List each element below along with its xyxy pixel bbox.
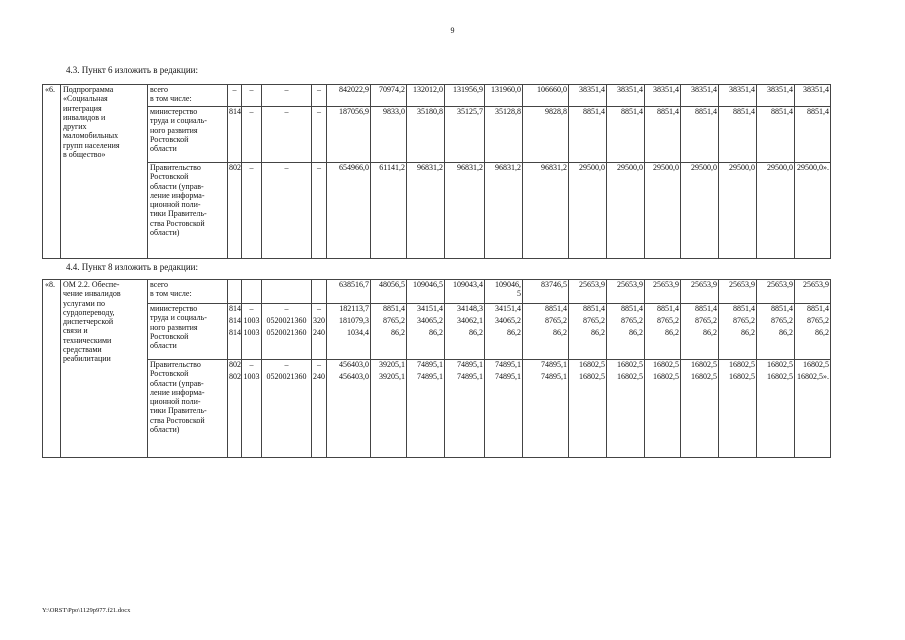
rz-pr-code-line: 1003 xyxy=(243,372,260,381)
value-cell-line: 74895,1 xyxy=(495,360,521,369)
value-cell-line: 74895,1 xyxy=(457,372,483,381)
vr-code-line: – xyxy=(317,360,321,369)
value-cell-line: 74895,1 xyxy=(417,372,443,381)
vr-code: – xyxy=(312,85,327,107)
rz-pr-code xyxy=(242,360,262,458)
value-cell-line: 8851,4 xyxy=(583,304,605,313)
value-cell-line: 8765,2 xyxy=(657,316,679,325)
vr-code-line: 240 xyxy=(313,328,325,337)
value-cell: 38351,4 xyxy=(569,85,607,107)
value-cell-line: 8765,2 xyxy=(383,316,405,325)
value-cell: 35128,8 xyxy=(485,107,523,163)
value-cell xyxy=(327,304,371,360)
value-cell-line: 34062,1 xyxy=(457,316,483,325)
value-cell-line: 86,2 xyxy=(553,328,567,337)
value-cell: 29500,0 xyxy=(719,163,757,259)
value-cell xyxy=(645,360,681,458)
value-cell-line: 16802,5 xyxy=(729,360,755,369)
value-cell-line: 86,2 xyxy=(591,328,605,337)
table-measure-8 xyxy=(42,279,867,458)
value-cell xyxy=(327,360,371,458)
row-number: «6. xyxy=(43,85,61,259)
value-cell: 8851,4 xyxy=(569,107,607,163)
table-row xyxy=(43,85,867,107)
value-cell xyxy=(681,304,719,360)
value-cell: 132012,0 xyxy=(407,85,445,107)
value-cell: 109043,4 xyxy=(445,280,485,304)
value-cell-line: 16802,5 xyxy=(617,372,643,381)
value-cell: 29500,0». xyxy=(795,163,831,259)
value-cell xyxy=(681,360,719,458)
value-cell-line: 16802,5 xyxy=(691,360,717,369)
value-cell: 8851,4 xyxy=(645,107,681,163)
value-cell: 96831,2 xyxy=(445,163,485,259)
csr-code: – xyxy=(262,163,312,259)
value-cell-line: 1034,4 xyxy=(347,328,369,337)
value-cell-line: 34065,2 xyxy=(417,316,443,325)
value-cell: 29500,0 xyxy=(569,163,607,259)
value-cell-line: 8765,2 xyxy=(583,316,605,325)
value-cell: 35125,7 xyxy=(445,107,485,163)
value-cell xyxy=(569,360,607,458)
vr-code xyxy=(312,360,327,458)
value-cell: 9828,8 xyxy=(523,107,569,163)
value-cell: 187056,9 xyxy=(327,107,371,163)
value-cell-line: 16802,5 xyxy=(579,360,605,369)
value-cell-line: 16802,5 xyxy=(767,372,793,381)
value-cell: 131960,0 xyxy=(485,85,523,107)
value-cell: 8851,4 xyxy=(795,107,831,163)
value-cell: 9833,0 xyxy=(371,107,407,163)
value-cell: 96831,2 xyxy=(523,163,569,259)
value-cell-line: 8851,4 xyxy=(771,304,793,313)
value-cell-line: 16802,5 xyxy=(767,360,793,369)
grbs-code xyxy=(228,304,242,360)
vr-code: – xyxy=(312,107,327,163)
value-cell-line: 86,2 xyxy=(469,328,483,337)
value-cell-line: 8765,2 xyxy=(621,316,643,325)
csr-code-line: – xyxy=(284,304,289,313)
value-cell-line: 8765,2 xyxy=(695,316,717,325)
value-cell: 131956,9 xyxy=(445,85,485,107)
value-cell-line: 8851,4 xyxy=(657,304,679,313)
vr-code-line: – xyxy=(317,304,321,313)
value-cell: 8851,4 xyxy=(719,107,757,163)
measure-name: ОМ 2.2. Обеспе- чение инвалидов услугами по сурдопереводу, диспетчерской связи и техническими средствами реабилитации xyxy=(61,280,148,458)
value-cell: 61141,2 xyxy=(371,163,407,259)
table-row xyxy=(43,280,867,304)
value-cell-line: 86,2 xyxy=(815,328,829,337)
page-number: 9 xyxy=(450,26,455,35)
value-cell-line: 34065,2 xyxy=(495,316,521,325)
value-cell-line: 34151,4 xyxy=(495,304,521,313)
value-cell: 83746,5 xyxy=(523,280,569,304)
value-cell: 29500,0 xyxy=(757,163,795,259)
value-cell xyxy=(719,360,757,458)
value-cell-line: 181079,3 xyxy=(339,316,369,325)
csr-code: – xyxy=(262,107,312,163)
value-cell-line: 74895,1 xyxy=(541,360,567,369)
value-cell-line: 16802,5 xyxy=(803,360,829,369)
section-heading-4-4: 4.4. Пункт 8 изложить в редакции: xyxy=(66,262,198,272)
value-cell: 29500,0 xyxy=(607,163,645,259)
value-cell-line: 16802,5 xyxy=(653,372,679,381)
value-cell xyxy=(445,360,485,458)
rz-pr-code: – xyxy=(242,107,262,163)
value-cell-line: 86,2 xyxy=(779,328,793,337)
value-cell xyxy=(371,304,407,360)
value-cell: 25653,9 xyxy=(569,280,607,304)
value-cell: 106660,0 xyxy=(523,85,569,107)
value-cell: 96831,2 xyxy=(407,163,445,259)
value-cell xyxy=(523,304,569,360)
value-cell-line: 8851,4 xyxy=(383,304,405,313)
value-cell: 638516,7 xyxy=(327,280,371,304)
value-cell: 109046, 5 xyxy=(485,280,523,304)
table-row xyxy=(43,163,867,259)
value-cell-line: 16802,5 xyxy=(729,372,755,381)
executor-label: министерство труда и социаль- ного развития Ростовской области xyxy=(148,107,228,163)
value-cell: 25653,9 xyxy=(795,280,831,304)
value-cell-line: 86,2 xyxy=(741,328,755,337)
vr-code-line: 320 xyxy=(313,316,325,325)
value-cell-line: 16802,5». xyxy=(797,372,829,381)
value-cell-line: 86,2 xyxy=(507,328,521,337)
value-cell: 8851,4 xyxy=(607,107,645,163)
value-cell: 109046,5 xyxy=(407,280,445,304)
executor-label: министерство труда и социаль- ного развития Ростовской области xyxy=(148,304,228,360)
value-cell: 25653,9 xyxy=(719,280,757,304)
value-cell: 96831,2 xyxy=(485,163,523,259)
value-cell xyxy=(607,304,645,360)
rz-pr-code: – xyxy=(242,163,262,259)
file-path-footer: Y:\ORST\Ppo\1129p977.f21.docx xyxy=(42,607,131,614)
csr-code-line: 0520021360 xyxy=(266,372,307,381)
rz-pr-code-line: 1003 xyxy=(243,328,260,337)
value-cell: 8851,4 xyxy=(681,107,719,163)
value-cell-line: 8765,2 xyxy=(771,316,793,325)
rz-pr-code-line: 1003 xyxy=(243,316,260,325)
value-cell xyxy=(485,304,523,360)
rz-pr-code: – xyxy=(242,85,262,107)
table-subprogram-6 xyxy=(42,84,867,259)
value-cell-line: 34151,4 xyxy=(417,304,443,313)
rz-pr-code xyxy=(242,304,262,360)
table-row xyxy=(43,360,867,458)
value-cell-line: 8765,2 xyxy=(733,316,755,325)
value-cell: 25653,9 xyxy=(757,280,795,304)
value-cell xyxy=(719,304,757,360)
value-cell: 70974,2 xyxy=(371,85,407,107)
value-cell xyxy=(485,360,523,458)
value-cell-line: 8765,2 xyxy=(545,316,567,325)
grbs-code-line: 814 xyxy=(229,316,241,325)
value-cell-line: 8851,4 xyxy=(545,304,567,313)
csr-code-line: 0520021360 xyxy=(266,316,307,325)
value-cell xyxy=(523,360,569,458)
value-cell xyxy=(371,360,407,458)
executor-label: Правительство Ростовской области (управ- ление информа- ционной поли- тики Правитель- ства Ростовской области) xyxy=(148,360,228,458)
table-row xyxy=(43,107,867,163)
value-cell-line: 8851,4 xyxy=(807,304,829,313)
table-row xyxy=(43,304,867,360)
csr-code-line: – xyxy=(284,360,289,369)
grbs-code-line: 802 xyxy=(229,360,241,369)
rz-code xyxy=(242,280,262,304)
vr-code-line: 240 xyxy=(313,372,325,381)
value-cell-line: 8851,4 xyxy=(621,304,643,313)
value-cell xyxy=(757,360,795,458)
rz-pr-code-line: – xyxy=(249,304,254,313)
program-name: Подпрограмма «Социальная интеграция инвалидов и других маломобильных групп населения в общество» xyxy=(61,85,148,259)
csr-code xyxy=(262,304,312,360)
value-cell: 8851,4 xyxy=(757,107,795,163)
value-cell xyxy=(445,304,485,360)
value-cell: 38351,4 xyxy=(757,85,795,107)
grbs-code: – xyxy=(228,85,242,107)
value-cell-line: 39205,1 xyxy=(379,360,405,369)
value-cell-line: 456403,0 xyxy=(339,372,369,381)
value-cell: 38351,4 xyxy=(681,85,719,107)
value-cell xyxy=(569,304,607,360)
rz-pr-code-line: – xyxy=(249,360,254,369)
value-cell: 25653,9 xyxy=(681,280,719,304)
value-cell-line: 456403,0 xyxy=(339,360,369,369)
value-cell-line: 74895,1 xyxy=(495,372,521,381)
value-cell-line: 8851,4 xyxy=(733,304,755,313)
executor-label: всего в том числе: xyxy=(148,280,228,304)
value-cell: 48056,5 xyxy=(371,280,407,304)
value-cell: 25653,9 xyxy=(607,280,645,304)
value-cell: 25653,9 xyxy=(645,280,681,304)
value-cell xyxy=(757,304,795,360)
value-cell-line: 86,2 xyxy=(703,328,717,337)
grbs-code-line: 814 xyxy=(229,304,241,313)
vr-code: – xyxy=(312,163,327,259)
value-cell-line: 86,2 xyxy=(391,328,405,337)
value-cell: 38351,4 xyxy=(795,85,831,107)
value-cell-line: 8765,2 xyxy=(807,316,829,325)
grbs-code-line: 802 xyxy=(229,372,241,381)
value-cell-line: 8851,4 xyxy=(695,304,717,313)
value-cell-line: 16802,5 xyxy=(617,360,643,369)
value-cell-line: 16802,5 xyxy=(691,372,717,381)
value-cell-line: 86,2 xyxy=(665,328,679,337)
csr-code-line: 0520021360 xyxy=(266,328,307,337)
value-cell xyxy=(407,360,445,458)
vr-code xyxy=(312,280,327,304)
value-cell: 38351,4 xyxy=(719,85,757,107)
value-cell-line: 16802,5 xyxy=(579,372,605,381)
value-cell-line: 16802,5 xyxy=(653,360,679,369)
section-heading-4-3: 4.3. Пункт 6 изложить в редакции: xyxy=(66,65,198,75)
value-cell-line: 74895,1 xyxy=(417,360,443,369)
value-cell xyxy=(795,304,831,360)
value-cell: 38351,4 xyxy=(607,85,645,107)
executor-label: Правительство Ростовской области (управ- ление информа- ционной поли- тики Правитель- ства Ростовской области) xyxy=(148,163,228,259)
value-cell-line: 86,2 xyxy=(629,328,643,337)
executor-label: всего в том числе: xyxy=(148,85,228,107)
value-cell-line: 34148,3 xyxy=(457,304,483,313)
grbs-code: 814 xyxy=(228,107,242,163)
value-cell xyxy=(795,360,831,458)
value-cell-line: 39205,1 xyxy=(379,372,405,381)
grbs-code xyxy=(228,280,242,304)
value-cell xyxy=(407,304,445,360)
value-cell-line: 74895,1 xyxy=(457,360,483,369)
value-cell-line: 74895,1 xyxy=(541,372,567,381)
row-number: «8. xyxy=(43,280,61,458)
grbs-code xyxy=(228,360,242,458)
value-cell: 842022,9 xyxy=(327,85,371,107)
vr-code xyxy=(312,304,327,360)
csr-code: – xyxy=(262,85,312,107)
csr-code xyxy=(262,360,312,458)
value-cell: 29500,0 xyxy=(645,163,681,259)
value-cell xyxy=(607,360,645,458)
value-cell-line: 182113,7 xyxy=(339,304,369,313)
value-cell: 38351,4 xyxy=(645,85,681,107)
grbs-code: 802 xyxy=(228,163,242,259)
value-cell: 654966,0 xyxy=(327,163,371,259)
value-cell: 35180,8 xyxy=(407,107,445,163)
value-cell-line: 86,2 xyxy=(429,328,443,337)
value-cell xyxy=(645,304,681,360)
grbs-code-line: 814 xyxy=(229,328,241,337)
csr-code xyxy=(262,280,312,304)
value-cell: 29500,0 xyxy=(681,163,719,259)
